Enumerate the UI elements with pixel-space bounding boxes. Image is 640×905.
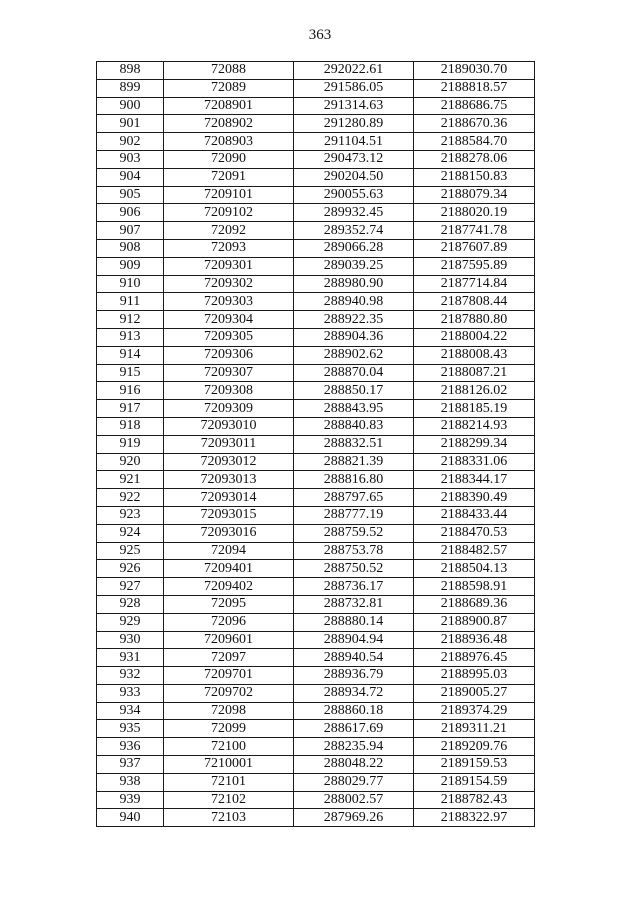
point-id-cell: 72088 xyxy=(164,62,294,80)
y-coordinate-cell: 2188004.22 xyxy=(414,328,535,346)
x-coordinate-cell: 288902.62 xyxy=(294,346,414,364)
table-row xyxy=(97,595,535,613)
x-coordinate-cell: 288759.52 xyxy=(294,524,414,542)
row-number-cell: 937 xyxy=(97,756,164,774)
table-row xyxy=(97,186,535,204)
x-coordinate-cell: 288736.17 xyxy=(294,578,414,596)
table-row xyxy=(97,702,535,720)
table-row xyxy=(97,631,535,649)
row-number-cell: 913 xyxy=(97,328,164,346)
x-coordinate-cell: 288936.79 xyxy=(294,667,414,685)
y-coordinate-cell: 2188079.34 xyxy=(414,186,535,204)
point-id-cell: 7209401 xyxy=(164,560,294,578)
table-row xyxy=(97,613,535,631)
y-coordinate-cell: 2188504.13 xyxy=(414,560,535,578)
point-id-cell: 72091 xyxy=(164,168,294,186)
y-coordinate-cell: 2188584.70 xyxy=(414,133,535,151)
row-number-cell: 926 xyxy=(97,560,164,578)
y-coordinate-cell: 2188214.93 xyxy=(414,417,535,435)
y-coordinate-cell: 2188936.48 xyxy=(414,631,535,649)
x-coordinate-cell: 288904.94 xyxy=(294,631,414,649)
row-number-cell: 930 xyxy=(97,631,164,649)
row-number-cell: 923 xyxy=(97,506,164,524)
table-row xyxy=(97,720,535,738)
x-coordinate-cell: 290055.63 xyxy=(294,186,414,204)
y-coordinate-cell: 2189374.29 xyxy=(414,702,535,720)
row-number-cell: 927 xyxy=(97,578,164,596)
y-coordinate-cell: 2188299.34 xyxy=(414,435,535,453)
point-id-cell: 7209307 xyxy=(164,364,294,382)
table-row xyxy=(97,62,535,80)
table-row xyxy=(97,328,535,346)
y-coordinate-cell: 2188278.06 xyxy=(414,150,535,168)
point-id-cell: 72093010 xyxy=(164,417,294,435)
point-id-cell: 7209702 xyxy=(164,684,294,702)
y-coordinate-cell: 2189209.76 xyxy=(414,738,535,756)
point-id-cell: 7208902 xyxy=(164,115,294,133)
y-coordinate-cell: 2188782.43 xyxy=(414,791,535,809)
x-coordinate-cell: 288940.98 xyxy=(294,293,414,311)
row-number-cell: 918 xyxy=(97,417,164,435)
y-coordinate-cell: 2187880.80 xyxy=(414,311,535,329)
point-id-cell: 7209306 xyxy=(164,346,294,364)
table-row xyxy=(97,168,535,186)
table-row xyxy=(97,738,535,756)
point-id-cell: 72098 xyxy=(164,702,294,720)
x-coordinate-cell: 288980.90 xyxy=(294,275,414,293)
table-row xyxy=(97,684,535,702)
row-number-cell: 907 xyxy=(97,222,164,240)
y-coordinate-cell: 2187741.78 xyxy=(414,222,535,240)
row-number-cell: 905 xyxy=(97,186,164,204)
point-id-cell: 7209303 xyxy=(164,293,294,311)
point-id-cell: 72097 xyxy=(164,649,294,667)
x-coordinate-cell: 288922.35 xyxy=(294,311,414,329)
point-id-cell: 72101 xyxy=(164,773,294,791)
x-coordinate-cell: 292022.61 xyxy=(294,62,414,80)
point-id-cell: 72093012 xyxy=(164,453,294,471)
row-number-cell: 931 xyxy=(97,649,164,667)
y-coordinate-cell: 2188995.03 xyxy=(414,667,535,685)
y-coordinate-cell: 2189030.70 xyxy=(414,62,535,80)
row-number-cell: 898 xyxy=(97,62,164,80)
x-coordinate-cell: 289932.45 xyxy=(294,204,414,222)
table-row xyxy=(97,79,535,97)
table-row xyxy=(97,417,535,435)
row-number-cell: 899 xyxy=(97,79,164,97)
table-row xyxy=(97,204,535,222)
table-row xyxy=(97,506,535,524)
table-row xyxy=(97,756,535,774)
point-id-cell: 7209102 xyxy=(164,204,294,222)
row-number-cell: 919 xyxy=(97,435,164,453)
x-coordinate-cell: 288029.77 xyxy=(294,773,414,791)
y-coordinate-cell: 2188482.57 xyxy=(414,542,535,560)
x-coordinate-cell: 288797.65 xyxy=(294,489,414,507)
table-row xyxy=(97,542,535,560)
x-coordinate-cell: 287969.26 xyxy=(294,809,414,827)
x-coordinate-cell: 288235.94 xyxy=(294,738,414,756)
point-id-cell: 7209101 xyxy=(164,186,294,204)
table-row xyxy=(97,489,535,507)
row-number-cell: 924 xyxy=(97,524,164,542)
point-id-cell: 72099 xyxy=(164,720,294,738)
table-row xyxy=(97,293,535,311)
x-coordinate-cell: 288860.18 xyxy=(294,702,414,720)
point-id-cell: 72100 xyxy=(164,738,294,756)
y-coordinate-cell: 2189311.21 xyxy=(414,720,535,738)
row-number-cell: 904 xyxy=(97,168,164,186)
table-row xyxy=(97,311,535,329)
y-coordinate-cell: 2188976.45 xyxy=(414,649,535,667)
table-row xyxy=(97,97,535,115)
table-row xyxy=(97,364,535,382)
point-id-cell: 72093015 xyxy=(164,506,294,524)
table-row xyxy=(97,382,535,400)
row-number-cell: 909 xyxy=(97,257,164,275)
point-id-cell: 72089 xyxy=(164,79,294,97)
page-number: 363 xyxy=(308,27,332,43)
x-coordinate-cell: 288880.14 xyxy=(294,613,414,631)
row-number-cell: 916 xyxy=(97,382,164,400)
y-coordinate-cell: 2188900.87 xyxy=(414,613,535,631)
point-id-cell: 7209402 xyxy=(164,578,294,596)
x-coordinate-cell: 289039.25 xyxy=(294,257,414,275)
point-id-cell: 72096 xyxy=(164,613,294,631)
x-coordinate-cell: 288832.51 xyxy=(294,435,414,453)
coordinates-table xyxy=(96,61,535,827)
point-id-cell: 7209601 xyxy=(164,631,294,649)
table-row xyxy=(97,453,535,471)
y-coordinate-cell: 2187808.44 xyxy=(414,293,535,311)
x-coordinate-cell: 288904.36 xyxy=(294,328,414,346)
row-number-cell: 903 xyxy=(97,150,164,168)
row-number-cell: 934 xyxy=(97,702,164,720)
table-row xyxy=(97,400,535,418)
y-coordinate-cell: 2189159.53 xyxy=(414,756,535,774)
row-number-cell: 920 xyxy=(97,453,164,471)
table-row xyxy=(97,649,535,667)
x-coordinate-cell: 288840.83 xyxy=(294,417,414,435)
row-number-cell: 928 xyxy=(97,595,164,613)
x-coordinate-cell: 288753.78 xyxy=(294,542,414,560)
row-number-cell: 939 xyxy=(97,791,164,809)
table-row xyxy=(97,791,535,809)
y-coordinate-cell: 2188686.75 xyxy=(414,97,535,115)
row-number-cell: 935 xyxy=(97,720,164,738)
point-id-cell: 72102 xyxy=(164,791,294,809)
x-coordinate-cell: 291280.89 xyxy=(294,115,414,133)
point-id-cell: 7209304 xyxy=(164,311,294,329)
table-row xyxy=(97,275,535,293)
x-coordinate-cell: 291104.51 xyxy=(294,133,414,151)
x-coordinate-cell: 289066.28 xyxy=(294,239,414,257)
point-id-cell: 7209302 xyxy=(164,275,294,293)
x-coordinate-cell: 288821.39 xyxy=(294,453,414,471)
point-id-cell: 72103 xyxy=(164,809,294,827)
table-row xyxy=(97,239,535,257)
row-number-cell: 902 xyxy=(97,133,164,151)
row-number-cell: 938 xyxy=(97,773,164,791)
y-coordinate-cell: 2188087.21 xyxy=(414,364,535,382)
row-number-cell: 925 xyxy=(97,542,164,560)
point-id-cell: 7208903 xyxy=(164,133,294,151)
x-coordinate-cell: 288002.57 xyxy=(294,791,414,809)
row-number-cell: 929 xyxy=(97,613,164,631)
row-number-cell: 917 xyxy=(97,400,164,418)
x-coordinate-cell: 288934.72 xyxy=(294,684,414,702)
table-row xyxy=(97,435,535,453)
point-id-cell: 72090 xyxy=(164,150,294,168)
row-number-cell: 906 xyxy=(97,204,164,222)
point-id-cell: 7208901 xyxy=(164,97,294,115)
x-coordinate-cell: 288850.17 xyxy=(294,382,414,400)
point-id-cell: 7209301 xyxy=(164,257,294,275)
point-id-cell: 72094 xyxy=(164,542,294,560)
table-row xyxy=(97,150,535,168)
row-number-cell: 908 xyxy=(97,239,164,257)
x-coordinate-cell: 288750.52 xyxy=(294,560,414,578)
table-row xyxy=(97,560,535,578)
x-coordinate-cell: 288732.81 xyxy=(294,595,414,613)
x-coordinate-cell: 288940.54 xyxy=(294,649,414,667)
row-number-cell: 915 xyxy=(97,364,164,382)
table-row xyxy=(97,222,535,240)
y-coordinate-cell: 2188433.44 xyxy=(414,506,535,524)
table-row xyxy=(97,257,535,275)
row-number-cell: 921 xyxy=(97,471,164,489)
y-coordinate-cell: 2188390.49 xyxy=(414,489,535,507)
y-coordinate-cell: 2188470.53 xyxy=(414,524,535,542)
row-number-cell: 933 xyxy=(97,684,164,702)
y-coordinate-cell: 2188598.91 xyxy=(414,578,535,596)
y-coordinate-cell: 2189005.27 xyxy=(414,684,535,702)
table-row xyxy=(97,809,535,827)
point-id-cell: 72092 xyxy=(164,222,294,240)
point-id-cell: 7209305 xyxy=(164,328,294,346)
y-coordinate-cell: 2189154.59 xyxy=(414,773,535,791)
row-number-cell: 932 xyxy=(97,667,164,685)
table-row xyxy=(97,773,535,791)
point-id-cell: 72093011 xyxy=(164,435,294,453)
x-coordinate-cell: 288816.80 xyxy=(294,471,414,489)
y-coordinate-cell: 2188150.83 xyxy=(414,168,535,186)
y-coordinate-cell: 2188689.36 xyxy=(414,595,535,613)
y-coordinate-cell: 2188008.43 xyxy=(414,346,535,364)
x-coordinate-cell: 288048.22 xyxy=(294,756,414,774)
y-coordinate-cell: 2188331.06 xyxy=(414,453,535,471)
x-coordinate-cell: 291314.63 xyxy=(294,97,414,115)
y-coordinate-cell: 2188126.02 xyxy=(414,382,535,400)
x-coordinate-cell: 290204.50 xyxy=(294,168,414,186)
row-number-cell: 911 xyxy=(97,293,164,311)
row-number-cell: 940 xyxy=(97,809,164,827)
point-id-cell: 72095 xyxy=(164,595,294,613)
row-number-cell: 914 xyxy=(97,346,164,364)
coordinates-table-body xyxy=(97,62,535,827)
row-number-cell: 900 xyxy=(97,97,164,115)
table-row xyxy=(97,115,535,133)
y-coordinate-cell: 2187595.89 xyxy=(414,257,535,275)
x-coordinate-cell: 288617.69 xyxy=(294,720,414,738)
row-number-cell: 901 xyxy=(97,115,164,133)
table-row xyxy=(97,471,535,489)
x-coordinate-cell: 288843.95 xyxy=(294,400,414,418)
x-coordinate-cell: 290473.12 xyxy=(294,150,414,168)
table-row xyxy=(97,133,535,151)
y-coordinate-cell: 2187607.89 xyxy=(414,239,535,257)
x-coordinate-cell: 288870.04 xyxy=(294,364,414,382)
y-coordinate-cell: 2188322.97 xyxy=(414,809,535,827)
row-number-cell: 922 xyxy=(97,489,164,507)
table-row xyxy=(97,524,535,542)
point-id-cell: 7210001 xyxy=(164,756,294,774)
x-coordinate-cell: 289352.74 xyxy=(294,222,414,240)
row-number-cell: 910 xyxy=(97,275,164,293)
point-id-cell: 7209701 xyxy=(164,667,294,685)
x-coordinate-cell: 291586.05 xyxy=(294,79,414,97)
y-coordinate-cell: 2188818.57 xyxy=(414,79,535,97)
point-id-cell: 72093 xyxy=(164,239,294,257)
row-number-cell: 936 xyxy=(97,738,164,756)
y-coordinate-cell: 2188670.36 xyxy=(414,115,535,133)
y-coordinate-cell: 2188020.19 xyxy=(414,204,535,222)
row-number-cell: 912 xyxy=(97,311,164,329)
point-id-cell: 72093013 xyxy=(164,471,294,489)
point-id-cell: 7209309 xyxy=(164,400,294,418)
y-coordinate-cell: 2187714.84 xyxy=(414,275,535,293)
x-coordinate-cell: 288777.19 xyxy=(294,506,414,524)
table-row xyxy=(97,578,535,596)
point-id-cell: 72093014 xyxy=(164,489,294,507)
table-row xyxy=(97,667,535,685)
point-id-cell: 7209308 xyxy=(164,382,294,400)
y-coordinate-cell: 2188344.17 xyxy=(414,471,535,489)
table-row xyxy=(97,346,535,364)
point-id-cell: 72093016 xyxy=(164,524,294,542)
y-coordinate-cell: 2188185.19 xyxy=(414,400,535,418)
